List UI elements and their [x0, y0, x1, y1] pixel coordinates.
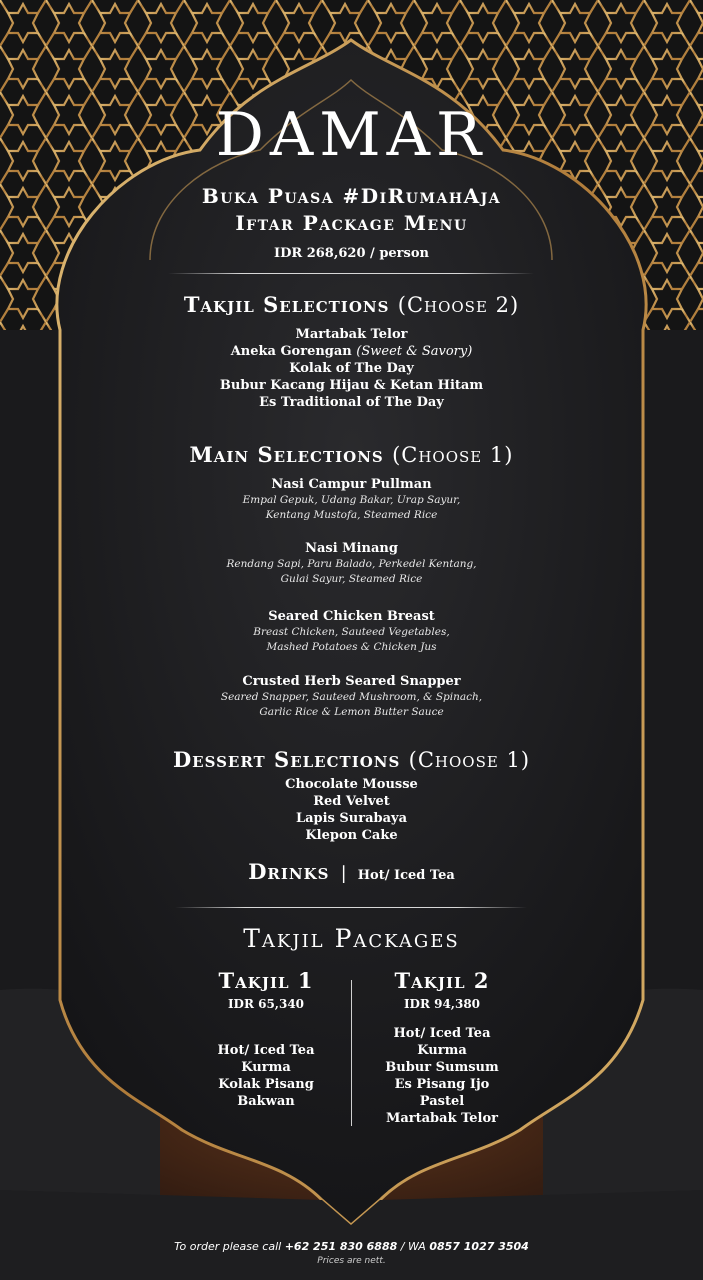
list-item: Chocolate Mousse	[285, 777, 418, 792]
subtitle-line1: Buka Puasa #DiRumahAja	[201, 184, 502, 208]
dish-desc: Breast Chicken, Sauteed Vegetables,	[253, 626, 450, 638]
list-item: Bubur Sumsum	[385, 1060, 499, 1075]
dish-desc: Seared Snapper, Sauteed Mushroom, & Spinach,	[220, 691, 483, 703]
list-item: Hot/ Iced Tea	[217, 1043, 315, 1058]
package-price: IDR 65,340	[227, 997, 305, 1011]
list-item: Bakwan	[237, 1094, 295, 1109]
dish-name: Seared Chicken Breast	[268, 609, 435, 624]
main-dish	[0, 476, 703, 523]
list-item: Kolak of The Day	[289, 361, 414, 376]
main-dish	[0, 608, 703, 655]
main-dish	[0, 540, 703, 587]
dish-name: Crusted Herb Seared Snapper	[242, 674, 461, 689]
dish-desc: Garlic Rice & Lemon Butter Sauce	[259, 706, 444, 718]
whatsapp-number: 0857 1027 3504	[429, 1240, 529, 1253]
dish-desc: Kentang Mustofa, Steamed Rice	[265, 509, 438, 521]
subtitle-line2: Iftar Package Menu	[235, 211, 468, 235]
dish-name: Nasi Minang	[305, 541, 398, 556]
list-item: Es Pisang Ijo	[394, 1077, 490, 1092]
list-item: Kurma	[417, 1043, 467, 1058]
list-item: Klepon Cake	[305, 828, 398, 843]
package-price: IDR 94,380	[403, 997, 481, 1011]
main-dish	[0, 673, 703, 720]
drinks-heading: Drinks	[248, 859, 330, 884]
list-item: Kurma	[241, 1060, 291, 1075]
list-item: Kolak Pisang	[218, 1077, 314, 1092]
list-item: Hot/ Iced Tea	[393, 1026, 491, 1041]
phone-number: +62 251 830 6888	[284, 1240, 398, 1253]
main-selections-heading: Main Selections (Choose 1)	[189, 442, 514, 467]
drinks-value: Hot/ Iced Tea	[357, 868, 455, 883]
dessert-selections-heading: Dessert Selections (Choose 1)	[172, 747, 531, 772]
package-name: Takjil 2	[394, 968, 490, 993]
package-takjil-1	[181, 968, 351, 1110]
takjil-selections-list	[0, 326, 703, 411]
order-info: To order please call +62 251 830 6888 / WA 0857 1027 3504	[174, 1240, 529, 1253]
package-name: Takjil 1	[218, 968, 314, 993]
dish-desc: Mashed Potatoes & Chicken Jus	[266, 641, 437, 653]
list-item: Martabak Telor	[295, 327, 408, 342]
package-divider	[351, 980, 352, 1126]
price-per-person: IDR 268,620 / person	[274, 246, 429, 261]
list-item: Aneka Gorengan (Sweet & Savory)	[230, 344, 473, 359]
list-item: Bubur Kacang Hijau & Ketan Hitam	[219, 378, 484, 393]
dish-desc: Gulai Sayur, Steamed Rice	[280, 573, 423, 585]
takjil-packages-heading: Takjil Packages	[243, 924, 460, 953]
drinks-separator: |	[340, 863, 347, 884]
dish-desc: Empal Gepuk, Udang Bakar, Urap Sayur,	[242, 494, 461, 506]
list-item: Martabak Telor	[385, 1111, 499, 1126]
dish-desc: Rendang Sapi, Paru Balado, Perkedel Kentang,	[226, 558, 477, 570]
package-takjil-2	[357, 968, 527, 1127]
dish-name: Nasi Campur Pullman	[271, 477, 432, 492]
list-item: Red Velvet	[313, 794, 390, 809]
drinks-row	[0, 859, 703, 884]
list-item: Es Traditional of The Day	[259, 395, 444, 410]
brand-logo: DAMAR	[215, 100, 488, 170]
list-item: Lapis Surabaya	[295, 811, 408, 826]
divider-packages	[175, 907, 527, 908]
divider-top	[168, 273, 534, 274]
takjil-selections-heading: Takjil Selections (Choose 2)	[183, 292, 520, 317]
dessert-selections-list	[0, 776, 703, 844]
prices-note: Prices are nett.	[317, 1256, 386, 1266]
list-item: Pastel	[419, 1094, 465, 1109]
